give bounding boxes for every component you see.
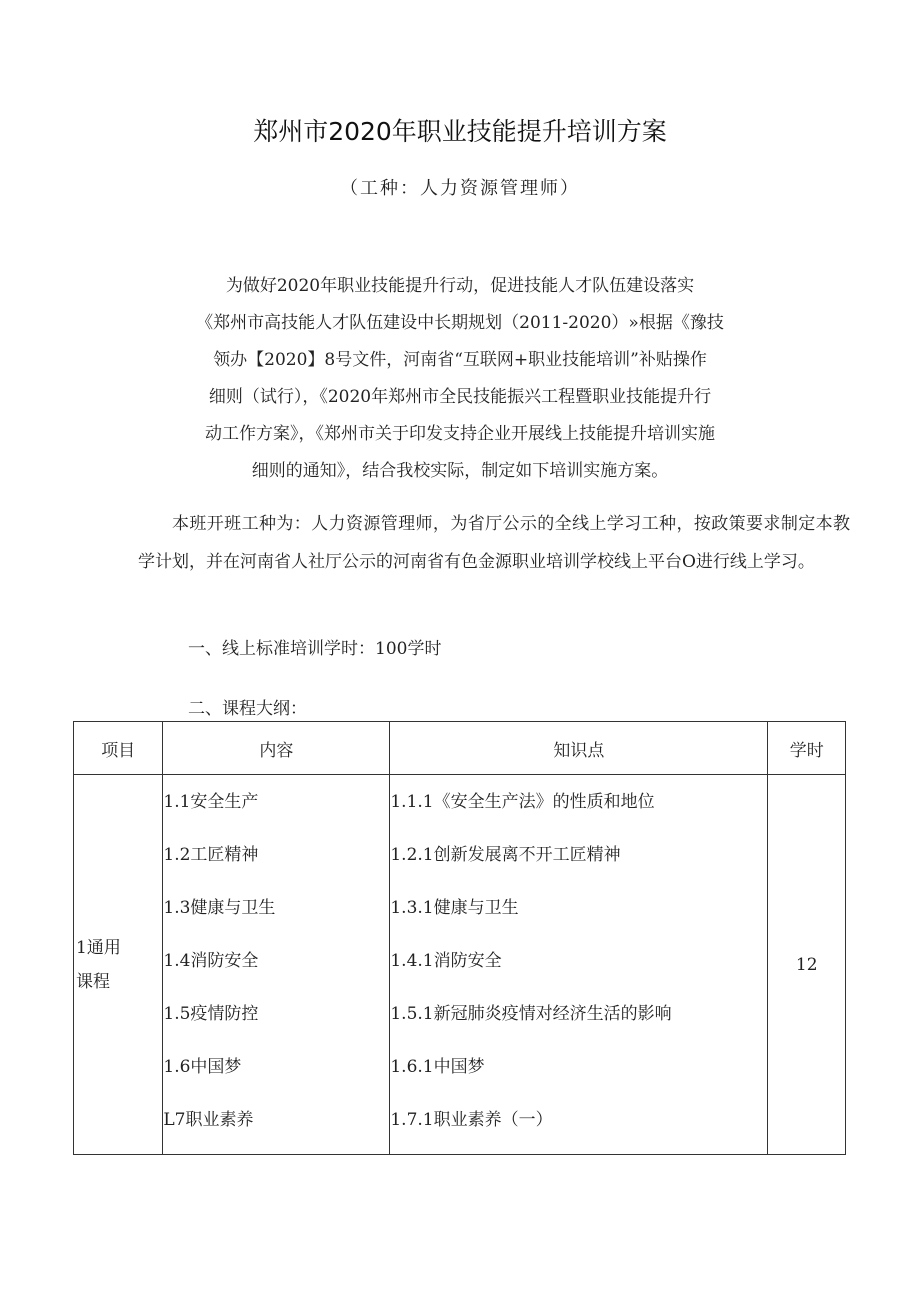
header-knowledge: 知识点: [390, 722, 768, 775]
knowledge-cell: [390, 775, 768, 1155]
intro-line: 细则的通知》，结合我校实际，制定如下培训实施方案。: [251, 461, 669, 481]
intro-line: 细则（试行），《2020年郑州市全民技能振兴工程暨职业技能提升行: [208, 387, 712, 407]
content-item: 1.4消防安全: [163, 951, 259, 971]
intro-paragraph: [120, 268, 800, 490]
section-training-hours: 一、线上标准培训学时：100学时: [188, 639, 442, 659]
intro-line: 领办【2020】8号文件，河南省“互联网+职业技能培训”补贴操作: [213, 350, 707, 370]
document-title: 郑州市2020年职业技能提升培训方案: [253, 117, 667, 146]
header-project: 项目: [74, 722, 163, 775]
content-item: 1.5疫情防控: [163, 1004, 259, 1024]
category-line: 课程: [76, 971, 110, 992]
content-item: 1.2工匠精神: [163, 845, 259, 865]
content-item: 1.6中国梦: [163, 1057, 242, 1077]
content-item: L7职业素养: [163, 1110, 254, 1130]
intro-line: 《郑州市高技能人才队伍建设中长期规划（2011-2020）»根据《豫技: [196, 313, 724, 333]
header-content: 内容: [163, 722, 390, 775]
intro-line: 为做好2020年职业技能提升行动，促进技能人才队伍建设落实: [225, 276, 695, 296]
section-course-outline: 二、课程大纲：: [188, 699, 307, 719]
knowledge-item: 1.6.1中国梦: [390, 1057, 485, 1077]
content-item: 1.1安全生产: [163, 792, 259, 812]
hours-cell: 12: [768, 775, 846, 1155]
document-subtitle: （工种：人力资源管理师）: [340, 178, 580, 199]
knowledge-item: 1.2.1创新发展离不开工匠精神: [390, 845, 621, 865]
body-paragraph: 本班开班工种为：人力资源管理师，为省厅公示的全线上学习工种，按政策要求制定本教学计划，并在河南省人社厅公示的河南省有色金源职业培训学校线上平台O进行线上学习。: [138, 514, 850, 572]
knowledge-item: 1.4.1消防安全: [390, 951, 502, 971]
table-header-row: [74, 722, 846, 775]
category-line: 1通用: [76, 937, 121, 958]
content-item: 1.3健康与卫生: [163, 898, 276, 918]
body-paragraph-container: [138, 505, 850, 581]
knowledge-item: 1.5.1新冠肺炎疫情对经济生活的影响: [390, 1004, 672, 1024]
intro-line: 动工作方案》，《郑州市关于印发支持企业开展线上技能提升培训实施: [205, 424, 715, 444]
category-cell: [74, 775, 163, 1155]
knowledge-item: 1.3.1健康与卫生: [390, 898, 519, 918]
header-hours: 学时: [768, 722, 846, 775]
knowledge-item: 1.1.1《安全生产法》的性质和地位: [390, 792, 655, 812]
table-row: [74, 775, 846, 1155]
knowledge-item: 1.7.1职业素养（一）: [390, 1110, 553, 1130]
course-outline-table: [73, 721, 846, 1155]
content-cell: [163, 775, 390, 1155]
